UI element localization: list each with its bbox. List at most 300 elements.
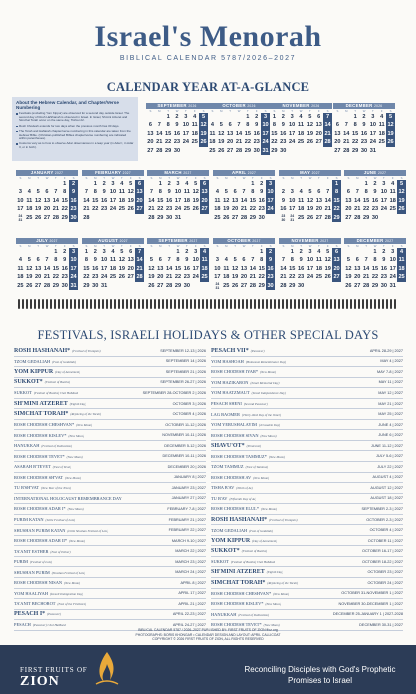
day-cell: 16 (258, 197, 265, 204)
day-cell: 10 (182, 122, 189, 129)
spiral-ring (382, 299, 384, 309)
weekday-label: W (242, 244, 246, 248)
holiday-date: OCTOBER 24 | 2027 (367, 580, 403, 585)
day-cell: 30 (92, 282, 99, 289)
day-cell: 3 (18, 189, 22, 196)
holiday-title: ROSH CHODESH ADAR I* (14, 506, 66, 512)
day-cell: 4 (120, 181, 124, 187)
holiday-name (14, 580, 80, 585)
day-cell: 6 (242, 257, 246, 264)
spiral-ring (270, 299, 272, 309)
weekday-label: T (186, 176, 188, 180)
day-cell: 25 (398, 274, 405, 281)
holiday-name (211, 380, 280, 385)
weekday-label: S (335, 244, 338, 248)
day-cell: 13 (227, 130, 234, 137)
day-cell: 26 (192, 206, 199, 213)
footer-line: BIBLICAL CALENDAR 5787 / 2026–2027 PUBLISHED BY: FIRST FRUITS OF ZION ffoz.org (138, 628, 278, 632)
holiday-row (14, 430, 206, 441)
day-cell (377, 147, 386, 155)
day-cell: 3 (391, 249, 395, 255)
day-cell: 5 (219, 122, 223, 129)
day-cell: 21 (363, 274, 370, 281)
weekday-label: S (72, 244, 75, 248)
day-cell (379, 214, 388, 222)
day-cell: 23 (267, 274, 274, 281)
day-cell: 1 (260, 249, 264, 255)
day-cell (279, 180, 288, 188)
calendar-section-title: CALENDAR YEAR AT-A-GLANCE (106, 80, 310, 94)
day-cell: 17 (109, 197, 117, 204)
weekday-label: T (234, 244, 236, 248)
month-calendar (344, 170, 406, 222)
day-cell: 17 (267, 197, 274, 204)
day-cell: 3 (194, 249, 198, 255)
day-cell: 4 (111, 249, 115, 255)
day-cell: 12 (306, 122, 313, 129)
day-cell: 27 (35, 282, 42, 289)
day-cell: 19 (232, 274, 239, 281)
day-cell: 20 (240, 274, 248, 281)
weekday-label: F (391, 244, 394, 248)
month-calendar (208, 103, 270, 155)
holiday-subtitle: (New Moon) (265, 602, 282, 607)
holiday-date: AUGUST 18 | 2027 (370, 496, 403, 501)
day-cell: 9 (373, 189, 377, 196)
holiday-subtitle: (Day of Atonement) (252, 538, 278, 543)
holiday-title: ROSH CHODESH ADAR II* (14, 538, 68, 544)
day-cell (323, 147, 332, 155)
day-cell: 20 (232, 206, 239, 213)
holiday-title: YOM KIPPUR (211, 537, 251, 544)
day-cell (353, 248, 362, 256)
holiday-name (211, 517, 298, 523)
holiday-date: OCTOBER 23 | 2027 (367, 570, 403, 575)
weekday-label: M (345, 109, 348, 113)
day-cell: 3 (290, 114, 294, 120)
day-cell: 23 (298, 274, 305, 281)
month-name: NOVEMBER (282, 103, 310, 108)
day-cell: 26 (127, 206, 134, 213)
holiday-title: TU B'AV (211, 495, 228, 501)
spiral-ring (290, 299, 292, 309)
day-cell: 5 (308, 114, 312, 120)
day-cell: 11 (183, 189, 190, 196)
day-cell: 13 (240, 265, 248, 272)
holiday-date: SEPTEMBER 21 | 2026 (165, 369, 206, 374)
month-name: JUNE (363, 170, 377, 175)
logo-line: FIRST FRUITS OF (20, 666, 88, 674)
holiday-date: MARCH 23 | 2027 (175, 559, 206, 564)
day-cell: 19 (35, 206, 42, 213)
day-cell: 27 (345, 214, 352, 221)
weekday-label: T (167, 109, 169, 113)
holiday-title: SH'MINI ATZERET (14, 400, 68, 407)
holiday-row (14, 494, 206, 505)
holiday-subtitle: (Festival of Dedication) (41, 444, 73, 449)
spiral-ring (210, 299, 212, 309)
day-cell: 5 (386, 113, 395, 121)
day-cell: 16 (70, 197, 77, 204)
holiday-subtitle: (Passover) (250, 348, 265, 353)
day-cell: 3 (102, 249, 106, 255)
day-cell: 6 (317, 189, 321, 196)
day-cell: 23 (371, 206, 379, 213)
holiday-subtitle: (Thirty-third Day of the Omer) (241, 412, 282, 417)
holiday-date: MARCH 22 | 2027 (175, 549, 206, 554)
day-cell (182, 214, 191, 222)
day-cell: 16 (173, 130, 181, 137)
day-grid (344, 248, 406, 290)
holiday-row (211, 599, 403, 610)
day-cell: 31 (369, 147, 376, 154)
holiday-name (211, 496, 256, 501)
day-cell: 28 (43, 282, 51, 289)
holiday-row (211, 494, 403, 505)
ffoz-logo (20, 666, 88, 690)
spiral-ring (194, 299, 196, 309)
day-cell: 28 (354, 214, 361, 221)
weekday-label: F (326, 176, 329, 180)
holidays-section-title: FESTIVALS, ISRAELI HOLIDAYS & OTHER SPECIAL DAYS (37, 328, 379, 342)
day-cell: 21 (354, 206, 361, 213)
holiday-name (211, 569, 283, 575)
day-cell: 22 (52, 274, 59, 281)
day-cell: 6 (317, 114, 321, 120)
day-cell: 19 (218, 139, 225, 146)
day-cell: 15 (174, 265, 182, 272)
weekday-label: F (260, 176, 263, 180)
weekday-label: T (121, 176, 123, 180)
day-cell: 10 (262, 122, 269, 129)
day-cell: 14 (324, 122, 331, 129)
day-cell (51, 180, 60, 188)
day-grid (16, 248, 78, 290)
holiday-date: JANUARY 27 | 2027 (171, 496, 206, 501)
spiral-ring (50, 299, 52, 309)
day-cell: 30 (371, 214, 379, 221)
holiday-subtitle: (Israel Independence Day) (251, 391, 286, 396)
month-name: FEBRUARY (95, 170, 122, 175)
day-cell: 29 (157, 214, 164, 221)
holiday-date: APRIL 22-23 | 2027 (172, 612, 206, 617)
weekday-label: T (372, 109, 374, 113)
day-cell: 11 (201, 257, 208, 264)
weekday-label: S (85, 176, 88, 180)
day-cell (344, 180, 353, 188)
day-cell: 6 (355, 257, 359, 264)
weekday-label: S (85, 244, 88, 248)
weekday-label: W (373, 244, 377, 248)
day-cell: 23 30 (281, 213, 286, 222)
holiday-name (211, 622, 280, 627)
day-cell: 29 (371, 282, 379, 289)
holiday-date: MAY 25 | 2027 (378, 412, 403, 417)
day-cell: 5 (194, 181, 198, 187)
spiral-ring (394, 299, 396, 309)
weekday-label: S (202, 109, 205, 113)
spiral-ring (374, 299, 376, 309)
day-cell: 13 (354, 265, 361, 272)
holiday-name (14, 506, 84, 511)
day-cell: 3 (69, 248, 78, 256)
day-cell: 26 (118, 274, 125, 281)
day-cell (117, 282, 126, 290)
spiral-ring (338, 299, 340, 309)
day-cell (386, 147, 395, 155)
holiday-date: APRIL 8 | 2027 (180, 580, 206, 585)
day-cell: 11 (118, 189, 125, 196)
holiday-date: JULY 5-6 | 2027 (375, 454, 403, 459)
day-cell: 13 (127, 257, 134, 264)
day-cell: 15 (157, 197, 164, 204)
day-cell: 13 (147, 130, 154, 137)
holiday-title: ROSH CHODESH NISAN (14, 580, 63, 586)
weekday-label: M (291, 244, 294, 248)
weekday-label: M (282, 109, 285, 113)
day-cell: 1 (272, 114, 276, 120)
day-cell: 30 (166, 214, 173, 221)
holiday-subtitle: (Rejoicing of the Torah) (267, 580, 299, 585)
day-cell: 29 (174, 282, 182, 289)
day-cell: 6 (346, 189, 350, 196)
holiday-title: YOM HAATZMAUT (211, 390, 250, 396)
holiday-row (14, 557, 206, 568)
weekday-label: T (365, 244, 367, 248)
month-calendar (16, 170, 78, 222)
day-cell: 21 (52, 206, 59, 213)
day-cell: 5 (27, 257, 31, 264)
spiral-ring (286, 299, 288, 309)
day-grid (344, 180, 406, 222)
day-cell: 6 (332, 248, 341, 256)
holiday-row (211, 578, 403, 589)
day-cell: 28 (363, 282, 370, 289)
spiral-ring (306, 299, 308, 309)
weekday-label: W (242, 176, 246, 180)
holiday-title: TZOM GEDALIAH (211, 527, 248, 533)
day-cell: 5 (224, 189, 228, 196)
weekday-label: T (247, 109, 249, 113)
weekday-label: T (383, 176, 385, 180)
day-cell: 15 (258, 265, 265, 272)
day-cell (217, 113, 226, 121)
month-name: SEPTEMBER (158, 238, 188, 243)
spiral-ring (110, 299, 112, 309)
day-cell: 5 (326, 249, 330, 255)
weekday-label: T (234, 176, 236, 180)
holidays-column-right (211, 346, 403, 631)
holiday-title: SHUSHAN PURIM KATAN (14, 527, 66, 533)
holiday-title: TZOM GEDALIAH (14, 358, 51, 364)
holiday-row (14, 504, 206, 515)
day-cell: 27 (333, 274, 340, 281)
holiday-name (14, 369, 80, 375)
holiday-title: INTERNATIONAL HOLOCAUST REMEMBRANCE DAY (14, 495, 122, 501)
weekday-label: T (55, 176, 57, 180)
day-cell (314, 180, 323, 188)
weekday-label: S (138, 176, 141, 180)
day-cell: 28 (83, 214, 90, 221)
day-cell: 23 (280, 139, 287, 146)
month-year: 2026 (374, 104, 383, 108)
day-cell: 23 (70, 206, 77, 213)
day-cell: 27 (201, 206, 208, 213)
day-cell: 10 (192, 257, 199, 264)
holiday-name (14, 611, 61, 617)
holiday-title: SIMCHAT TORAH* (14, 411, 69, 418)
day-cell: 21 (43, 274, 51, 281)
holiday-subtitle: (Fifteenth Day of Av) (229, 496, 257, 501)
day-cell: 24 31 (18, 213, 23, 222)
day-cell: 24 (369, 139, 376, 146)
weekday-label: S (335, 176, 338, 180)
day-cell: 7 (45, 257, 49, 264)
day-cell: 15 (271, 130, 278, 137)
spiral-ring (170, 299, 172, 309)
day-grid (82, 180, 144, 222)
day-cell: 23 (166, 206, 173, 213)
spiral-ring (98, 299, 100, 309)
weekday-label: F (260, 244, 263, 248)
weekday-label: W (308, 244, 312, 248)
day-cell: 26 (324, 274, 331, 281)
day-cell: 6 (129, 249, 133, 255)
day-cell: 8 (290, 257, 294, 264)
weekday-label: F (194, 176, 197, 180)
day-cell: 19 (306, 130, 313, 137)
day-cell: 9 (93, 257, 97, 264)
spiral-ring (146, 299, 148, 309)
day-cell: 4 (185, 181, 189, 187)
day-cell: 1 (332, 180, 341, 188)
day-cell: 28 (166, 282, 173, 289)
day-cell (314, 147, 323, 155)
holiday-row (14, 483, 206, 494)
holiday-subtitle: (New Moon) (64, 581, 81, 586)
day-cell: 20 (136, 197, 143, 204)
day-cell: 5 (233, 257, 237, 264)
holiday-name (211, 559, 275, 564)
spiral-ring (266, 299, 268, 309)
holiday-date: JULY 22 | 2027 (377, 464, 403, 469)
day-cell: 9 (167, 189, 171, 196)
day-cell: 23 (61, 274, 68, 281)
spiral-ring (390, 299, 392, 309)
month-year: 2027 (49, 239, 58, 243)
footer-line: COPYRIGHT © 2026 FIRST FRUITS OF ZION, ALL RIGHTS RESERVED (152, 637, 264, 642)
day-cell: 7 (157, 122, 161, 129)
day-cell: 14 (324, 197, 331, 204)
holiday-subtitle: (Pentecost) (246, 443, 262, 448)
spiral-ring (262, 299, 264, 309)
day-cell: 22 (174, 274, 182, 281)
day-cell: 9 (63, 257, 67, 264)
holiday-title: TISHA B'AV (211, 485, 235, 491)
day-cell: 14 (156, 130, 163, 137)
day-cell: 23 (380, 274, 387, 281)
day-cell: 16 (380, 265, 387, 272)
spiral-ring (190, 299, 192, 309)
weekday-label: M (225, 244, 228, 248)
menorah-flame-icon (92, 650, 122, 688)
holiday-name (211, 485, 253, 490)
day-cell: 8 (176, 257, 180, 264)
day-cell: 11 (110, 257, 116, 264)
day-cell: 20 (345, 206, 352, 213)
day-cell: 8 (93, 189, 97, 196)
day-cell: 18 (297, 130, 305, 137)
month-name: DECEMBER (345, 103, 373, 108)
day-cell: 10 (214, 265, 221, 272)
day-cell: 7 (167, 257, 171, 264)
day-cell: 6 (158, 257, 162, 264)
day-cell: 26 (148, 282, 155, 289)
weekday-label: F (194, 244, 197, 248)
spiral-ring (274, 299, 276, 309)
day-cell: 12 (200, 122, 207, 129)
day-grid (208, 113, 270, 155)
day-cell (353, 180, 362, 188)
day-cell (332, 282, 341, 290)
spiral-ring (118, 299, 120, 309)
day-cell: 29 (352, 147, 359, 154)
holiday-date: JUNE 6 | 2027 (378, 433, 403, 438)
holiday-title: ROSH CHODESH SH'VAT (14, 474, 64, 480)
day-cell: 22 (165, 139, 172, 146)
day-cell: 28 (148, 214, 155, 221)
day-cell: 1 (158, 181, 162, 187)
holiday-name (14, 549, 71, 554)
month-year: 2026 (311, 104, 320, 108)
day-cell (109, 214, 118, 222)
day-cell: 15 (249, 197, 256, 204)
day-cell: 27 (315, 214, 322, 221)
day-cell: 10 (70, 257, 77, 264)
day-cell: 14 (166, 265, 173, 272)
day-cell: 6 (36, 257, 40, 264)
day-grid (279, 180, 341, 222)
day-cell: 15 (61, 197, 68, 204)
month-calendar (213, 238, 275, 290)
spiral-ring (38, 299, 40, 309)
day-cell: 1 (93, 181, 97, 187)
holiday-row (211, 388, 403, 399)
day-cell: 11 (214, 197, 221, 204)
holiday-name (211, 433, 277, 438)
holiday-date: MAY 21 | 2027 (378, 401, 403, 406)
day-cell: 14 (52, 197, 59, 204)
month-year: 2027 (189, 239, 198, 243)
holiday-subtitle: (Fast of the Firstborn) (57, 602, 87, 607)
weekday-label: W (111, 176, 115, 180)
day-cell: 27 (334, 147, 341, 154)
spiral-ring (202, 299, 204, 309)
holiday-title: SUKKOT* (211, 548, 240, 555)
day-cell: 10 (306, 257, 314, 264)
day-cell (213, 180, 222, 188)
holiday-subtitle: (Israeli Immigration Day) (50, 591, 84, 596)
day-cell: 3 (184, 114, 188, 120)
spiral-ring (130, 299, 132, 309)
holiday-subtitle: (Festival of Dedication) (238, 612, 270, 617)
month-name: MARCH (164, 170, 182, 175)
day-cell: 10 (17, 197, 24, 204)
day-cell: 11 (26, 197, 33, 204)
weekday-label: F (193, 109, 196, 113)
day-cell: 26 (232, 282, 239, 289)
day-cell: 8 (251, 189, 255, 196)
